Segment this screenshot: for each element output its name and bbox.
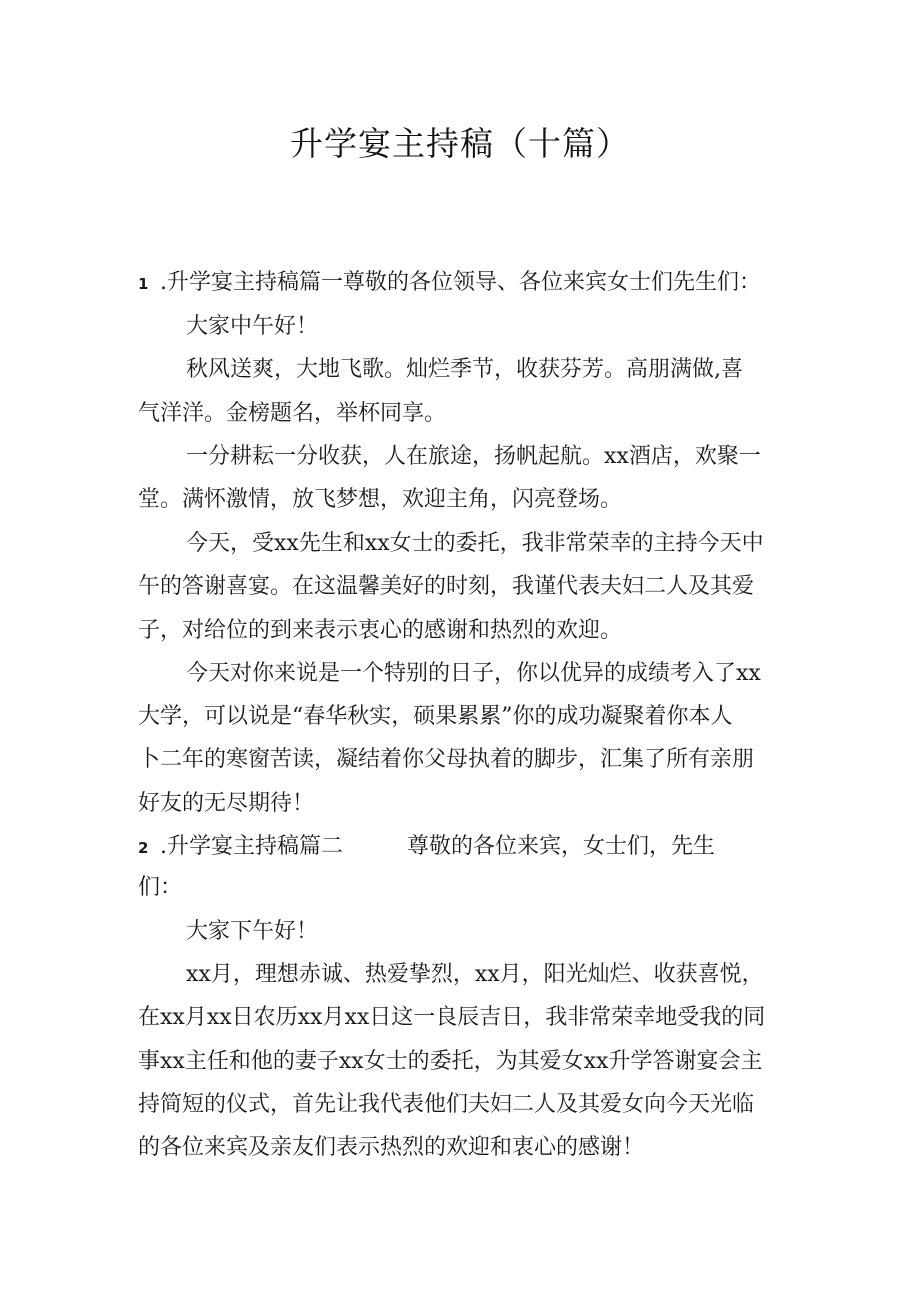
paragraph-line: 堂。满怀激情，放飞梦想，欢迎主角，闪亮登场。 <box>138 487 623 512</box>
paragraph-line: 在xx月xx日农历xx月xx日这一良辰吉日，我非常荣幸地受我的同 <box>138 1005 766 1030</box>
section-2-heading <box>138 829 715 860</box>
section-1-greeting: 大家中午好！ <box>186 314 319 339</box>
paragraph-line: 持简短的仪式，首先让我代表他们夫妇二人及其爱女向今天光临 <box>138 1092 755 1117</box>
paragraph-line: 气洋洋。金榜题名，举杯同享。 <box>138 401 447 426</box>
section-1-heading-text: .升学宴主持稿篇一尊敬的各位领导、各位来宾女士们先生们： <box>160 270 761 295</box>
paragraph-line: 大学，可以说是“春华秋实，硕果累累”你的成功凝聚着你本人 <box>138 704 733 729</box>
section-2-greeting: 大家下午好！ <box>186 919 319 944</box>
paragraph-line: 事xx主任和他的妻子xx女士的委托，为其爱女xx升学答谢宴会主 <box>138 1049 763 1074</box>
section-2-heading-continued: 们： <box>138 875 183 900</box>
paragraph-line: 一分耕耘一分收获，人在旅途，扬帆起航。xx酒店，欢聚一 <box>186 444 761 469</box>
paragraph-line: 今天对你来说是一个特别的日子，你以优异的成绩考入了xx <box>186 661 761 686</box>
paragraph-line: 好友的无尽期待！ <box>138 791 315 816</box>
paragraph-line: 午的答谢喜宴。在这温馨美好的时刻，我谨代表夫妇二人及其爱 <box>138 574 755 599</box>
section-2-heading-text: .升学宴主持稿篇二 <box>160 834 343 859</box>
section-2-heading-salutation: 尊敬的各位来宾，女士们，先生 <box>407 834 716 859</box>
section-1-number: 1 <box>138 275 149 293</box>
paragraph-line: xx月，理想赤诚、热爱挚烈，xx月，阳光灿烂、收获喜悦， <box>186 962 764 987</box>
paragraph-line: 秋风送爽，大地飞歌。灿烂季节，收获芬芳。高朋满做,喜 <box>186 357 743 382</box>
paragraph-line: 子，对给位的到来表示衷心的感谢和热烈的欢迎。 <box>138 618 623 643</box>
document-title: 升学宴主持稿（十篇） <box>290 124 630 163</box>
paragraph-line: 卜二年的寒窗苦读，凝结着你父母执着的脚步，汇集了所有亲朋 <box>138 747 755 772</box>
section-2-number: 2 <box>138 839 149 857</box>
paragraph-line: 今天，受xx先生和xx女士的委托，我非常荣幸的主持今天中 <box>186 531 764 556</box>
section-1-heading <box>138 265 761 296</box>
paragraph-line: 的各位来宾及亲友们表示热烈的欢迎和衷心的感谢！ <box>138 1135 645 1160</box>
